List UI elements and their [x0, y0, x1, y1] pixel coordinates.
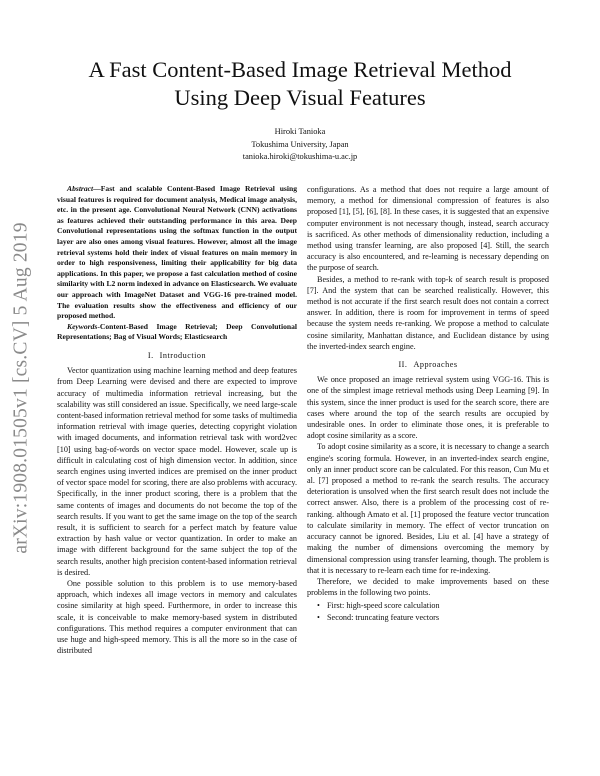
section-heading-approaches — [307, 359, 549, 370]
abstract-lead: Abstract — [67, 184, 94, 193]
keywords-body: -Content-Based Image Retrieval; Deep Convolutional Representations; Bag of Visual Words; Elasticsearch — [57, 321, 297, 342]
section-title: Approaches — [413, 360, 458, 370]
author-block — [150, 126, 450, 164]
keywords — [57, 322, 297, 343]
paragraph: configurations. As a method that does not require a large amount of memory, a method for dimensional compression of features is also proposed [1], [5], [6], [8]. In these cases, it is suggested that an expensive computer environment is not necessary though, instead, search accuracy is sacrificed. As other methods of dimensionality reduction, including a method using transfer learning, are also proposed [4]. Still, the search accuracy is also encountered, and re-learning is necessary depending on the purpose of search. — [307, 185, 549, 273]
paragraph: We once proposed an image retrieval system using VGG-16. This is one of the simplest image retrieval methods using Deep Learning [9]. In this system, since the inner product is used for the search score, there are cases where around the top of the search results are occupied by undesirable ones. In order to eliminate those ones, it is preferable to adopt cosine similarity as a score. — [307, 375, 549, 441]
paragraph: One possible solution to this problem is to use memory-based approach, which indexes all image vectors in memory and calculates cosine similarity at high speed. Furthermore, in order to increase this scale, it is conceivable to make memory-based system in distributed configurations. This method requires a computer environment that can use huge and high-speed memory. This is all the more so in the case of distributed — [57, 578, 297, 656]
title-line-2: Using Deep Visual Features — [174, 85, 426, 110]
abstract-body: —Fast and scalable Content-Based Image Retrieval using visual features is required for document analysis, Medical image analysis, etc. in the present age. Convolutional Neural Network (CNN) activations as features achieved their outstanding performance in this area. Deep Convolutional representations using the softmax function in the output layer are also ones among visual features. However, almost all the image retrieval systems hold their index of visual features on main memory in order to high responsiveness, limiting their applicability for big data applications. In this paper, we propose a fast calculation method of cosine similarity with L2 norm indexed in advance on Elasticsearch. We evaluate our approach with ImageNet Dataset and VGG-16 pre-trained model. The evaluation results show the effectiveness and efficiency of our proposed method. — [57, 184, 297, 321]
paragraph: Therefore, we decided to make improvements based on these problems in the following two points. — [307, 576, 549, 598]
author-email: tanioka.hiroki@tokushima-u.ac.jp — [242, 152, 358, 161]
left-column — [57, 184, 297, 656]
arxiv-stamp — [10, 180, 34, 595]
section-number: II. — [398, 360, 408, 370]
section-title: Introduction — [159, 350, 207, 360]
paper-title — [40, 56, 560, 112]
arxiv-stamp-text: arXiv:1908.01505v1 [cs.CV] 5 Aug 2019 — [11, 221, 33, 554]
section-number: I. — [147, 350, 154, 360]
paragraph: To adopt cosine similarity as a score, it is necessary to change a search engine's scoring formula. However, in an inverted-index search engine, only an inner product score can be calculated. For this reason, Cun Mu et al. [7] proposed a method to re-rank the search results. The accuracy deterioration is unsolved when the first search result does not include the correct answer. Also, there is a problem of the processing cost of re-ranking. although Amato et al. [1] proposed the feature vector truncation to calculate similarity in memory. The effect of vector truncation on accuracy cannot be ignored. Besides, Liu et al. [4] have a strategy of making the number of dimensions overcoming the memory by dimensional compression using transfer learning, though. The problem is that it is necessary to re-learn each time for re-indexing. — [307, 442, 549, 575]
section-heading-introduction — [57, 350, 297, 361]
author-name: Hiroki Tanioka — [274, 127, 326, 136]
list-item: • Second: truncating feature vectors — [317, 612, 549, 623]
right-column — [307, 184, 549, 623]
paragraph: Vector quantization using machine learning method and deep features from Deep Learning were devised and there are expected to improve accuracy of multimedia information retrieval increasing, but the scalability was still considered an issue. Specifically, we need large-scale content-based information retrieval method for some tasks of multimedia information retrieval with image queries, detecting copyright violation with imaged documents, and information retrieval task with word2vec [10] using bag-of-words on vector space model. However, scale up is difficult in calculating cost of high dimension vector. In addition, since search engines using inverted indices are premised on the inner product of vector space model for scoring, there are also problems with accuracy. Specifically, in the inner product scoring, there is a problem that the same contents of images and documents do not become the top of the search results. If you want to get the same image on the top of the search result, it is sufficient to search for a perfect match by feature value extraction by hash value or vector quantization. In order to make an image with different background for the same subject the top of the search results, another high precision content-based information retrieval is desired. — [57, 366, 297, 577]
paragraph: Besides, a method to re-rank with top-k of search result is proposed [7]. And the system that can be searched realistically. However, this method is not accurate if the first search result does not contain a correct answer. In addition, there is room for improvement in terms of speed because the system needs re-ranking. We propose a method to calculate cosine similarity, Manhattan distance, and Euclidean distance by using the inverted-index search engine. — [307, 274, 549, 351]
list-item: • First: high-speed score calculation — [317, 600, 549, 611]
abstract — [57, 184, 297, 322]
author-affiliation: Tokushima University, Japan — [251, 139, 349, 149]
improvement-list — [307, 600, 549, 622]
title-line-1: A Fast Content-Based Image Retrieval Method — [88, 57, 512, 82]
keywords-lead: Keywords — [67, 321, 98, 331]
